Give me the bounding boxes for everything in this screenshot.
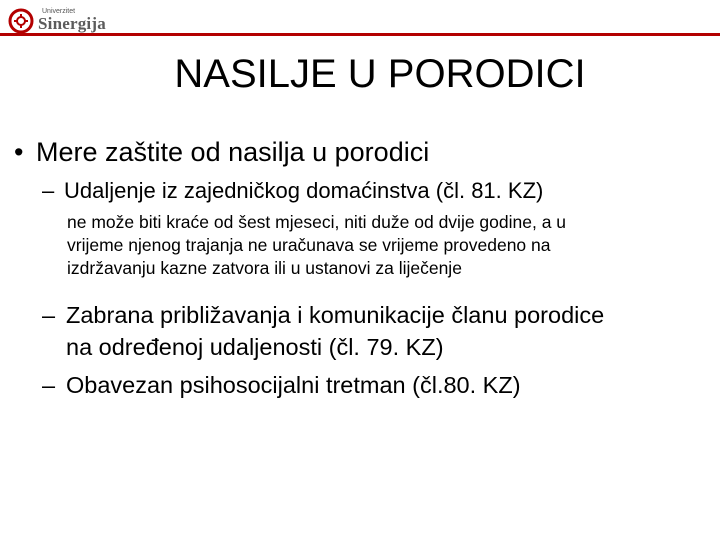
sub-item-3 (42, 369, 720, 401)
sub-item-3-text: Obavezan psihosocijalni tretman (čl.80. KZ) (66, 372, 521, 398)
main-bullet (14, 136, 429, 168)
header-rule (0, 33, 720, 36)
university-logo (8, 6, 128, 36)
sub-item-2-text-line-2: na određenoj udaljenosti (čl. 79. KZ) (66, 334, 444, 360)
bullet-marker: • (14, 137, 24, 167)
logo-subtitle: Univerzitet (42, 8, 76, 15)
slide-title: NASILJE U PORODICI (174, 52, 586, 96)
main-bullet-text: Mere zaštite od nasilja u porodici (36, 137, 430, 167)
note-line: ne može biti kraće od šest mjeseci, niti duže od dvije godine, a u (67, 212, 567, 232)
dash-marker: – (42, 178, 55, 203)
note-line: izdržavanju kazne zatvora ili u ustanovi za liječenje (67, 258, 462, 278)
note-line: vrijeme njenog trajanja ne uračunava se vrijeme provedeno na (67, 235, 551, 255)
sub-item-1-note (67, 211, 707, 280)
sub-item-1-text: Udaljenje iz zajedničkog domaćinstva (čl. 81. KZ) (64, 178, 544, 203)
dash-marker: – (42, 372, 56, 398)
dash-marker: – (42, 302, 56, 328)
sub-item-1 (0, 178, 543, 204)
sub-item-2-text-line-1: Zabrana približavanja i komunikacije članu porodice (66, 302, 605, 328)
sub-item-2 (42, 299, 720, 363)
logo-name: Sinergija (38, 14, 106, 33)
logo-mark-icon (8, 8, 34, 34)
